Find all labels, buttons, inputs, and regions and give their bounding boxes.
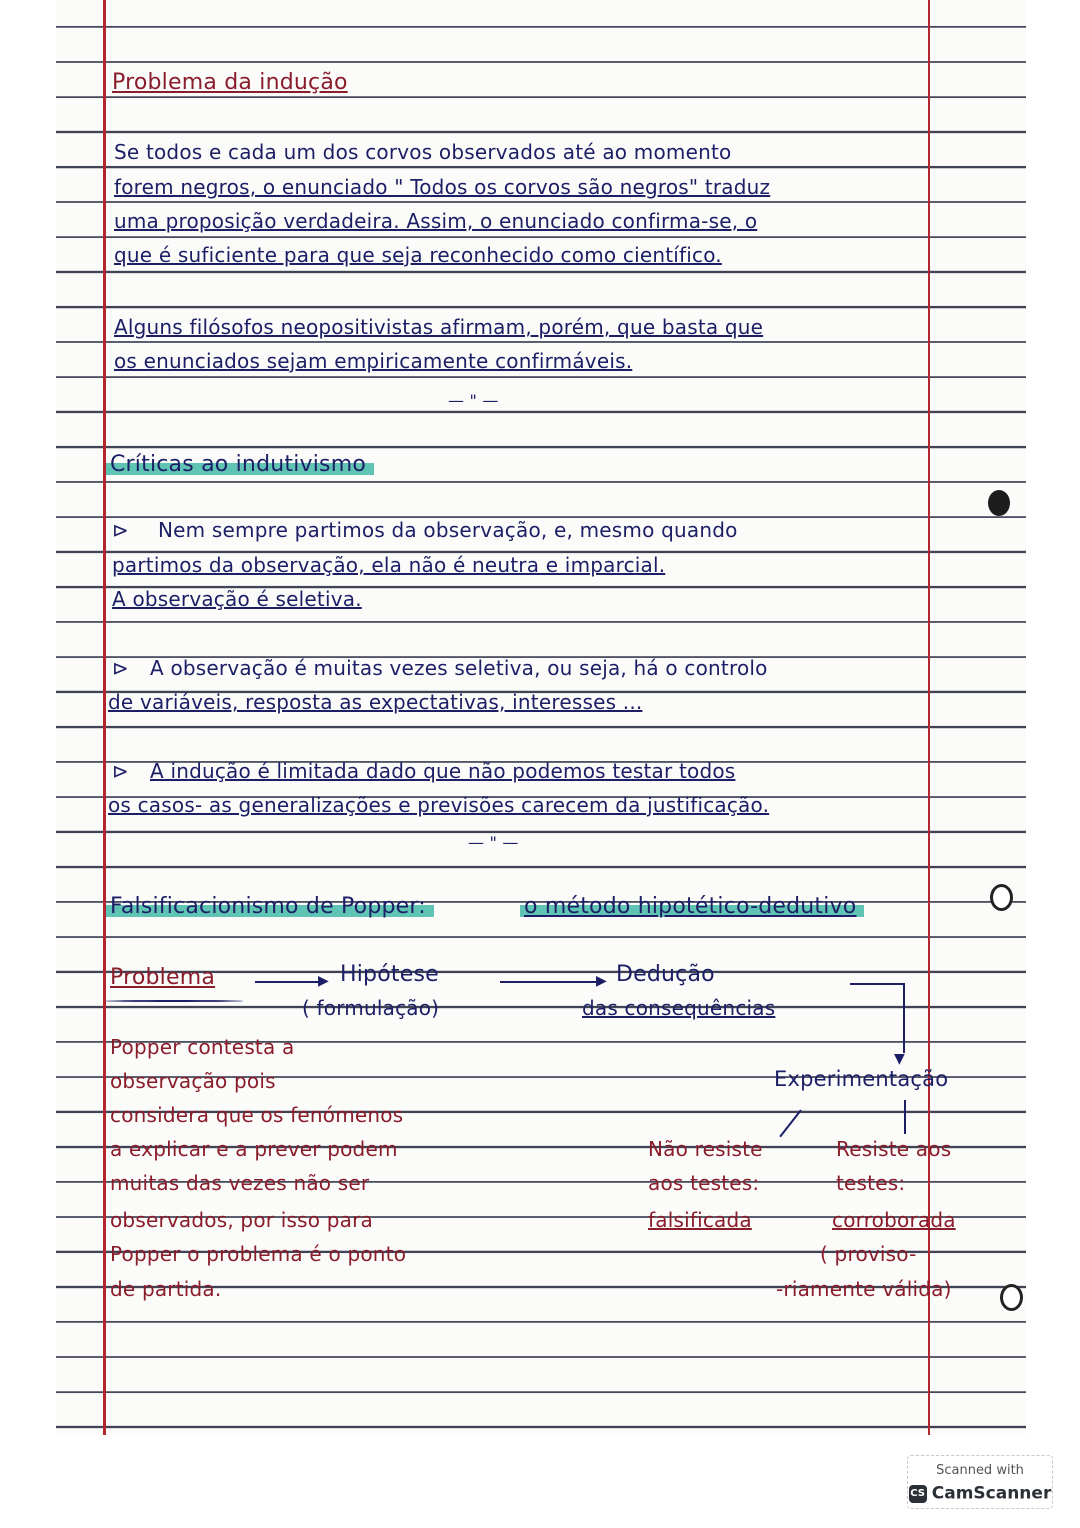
text-line: Alguns filósofos neopositivistas afirmam, porém, que basta que — [114, 315, 764, 339]
arrow-icon — [255, 981, 319, 983]
left-margin-line — [103, 0, 106, 1435]
flow-resist: testes: — [836, 1171, 906, 1195]
text-line: de variáveis, resposta as expectativas, interesses ... — [108, 690, 643, 714]
text-line: forem negros, o enunciado " Todos os corvos são negros" traduz — [114, 175, 771, 199]
watermark-brand: CamScanner — [931, 1483, 1052, 1504]
text-line: Se todos e cada um dos corvos observados até ao momento — [114, 140, 732, 164]
flow-resist: -riamente válida) — [776, 1277, 952, 1301]
section-title-popper: Falsificacionismo de Popper: — [106, 894, 434, 920]
note-line: observação pois — [110, 1069, 276, 1093]
flow-not-resist: aos testes: — [648, 1171, 760, 1195]
bullet-marker: ⊳ — [112, 518, 129, 542]
section-title-induction: Problema da indução — [112, 70, 348, 95]
arrow-icon — [500, 981, 596, 983]
note-line: Popper o problema é o ponto — [110, 1242, 407, 1266]
text-line: A observação é muitas vezes seletiva, ou seja, há o controlo — [150, 656, 768, 680]
flow-resist: ( proviso- — [820, 1242, 917, 1266]
branch-line — [904, 1100, 906, 1134]
watermark-caption: Scanned with — [936, 1463, 1024, 1478]
arrow-icon — [850, 983, 904, 985]
text-line: partimos da observação, ela não é neutra e imparcial. — [112, 553, 666, 577]
flow-resist: Resiste aos — [836, 1137, 952, 1161]
flow-hypothesis-note: ( formulação) — [302, 996, 440, 1020]
arrow-icon — [903, 983, 905, 1053]
flow-corroborated: corroborada — [832, 1208, 956, 1232]
bullet-marker: ⊳ — [112, 759, 129, 783]
note-line: a explicar e a prever podem — [110, 1137, 398, 1161]
text-line: os casos- as generalizações e previsões carecem da justificação. — [108, 793, 770, 817]
section-separator: — " — — [468, 833, 519, 852]
note-line: muitas das vezes não ser — [110, 1171, 370, 1195]
binder-hole — [988, 490, 1010, 516]
text-line: A indução é limitada dado que não podemos testar todos — [150, 759, 736, 783]
flow-experimentation: Experimentação — [774, 1067, 949, 1091]
text-line: os enunciados sejam empiricamente confirmáveis. — [114, 349, 633, 373]
section-subtitle: o método hipotético-dedutivo — [520, 894, 864, 920]
note-line: de partida. — [110, 1277, 222, 1301]
flow-hypothesis: Hipótese — [340, 962, 439, 987]
camscanner-logo-icon: CS — [909, 1485, 927, 1503]
bullet-marker: ⊳ — [112, 656, 129, 680]
binder-hole — [990, 884, 1013, 911]
note-line: observados, por isso para — [110, 1208, 373, 1232]
text-line: que é suficiente para que seja reconhecido como científico. — [114, 243, 722, 267]
text-line: Nem sempre partimos da observação, e, mesmo quando — [158, 518, 738, 542]
flow-falsified: falsificada — [648, 1208, 752, 1232]
section-title-criticism: Críticas ao indutivismo — [106, 452, 374, 478]
underbrace — [105, 1000, 243, 1002]
flow-problem: Problema — [110, 965, 216, 990]
flow-deduction: Dedução — [616, 962, 715, 987]
flow-deduction-note: das consequências — [582, 996, 776, 1020]
text-line: A observação é seletiva. — [112, 587, 362, 611]
note-line: considera que os fenómenos — [110, 1103, 404, 1127]
scanner-watermark — [907, 1455, 1053, 1509]
section-separator: — " — — [448, 391, 499, 410]
flow-not-resist: Não resiste — [648, 1137, 763, 1161]
note-line: Popper contesta a — [110, 1035, 295, 1059]
arrow-head-icon: ▶ — [318, 973, 329, 989]
text-line: uma proposição verdadeira. Assim, o enunciado confirma-se, o — [114, 209, 758, 233]
arrow-head-icon: ▶ — [596, 973, 607, 989]
binder-hole — [1000, 1284, 1023, 1311]
arrow-down-icon: ▼ — [894, 1051, 905, 1067]
